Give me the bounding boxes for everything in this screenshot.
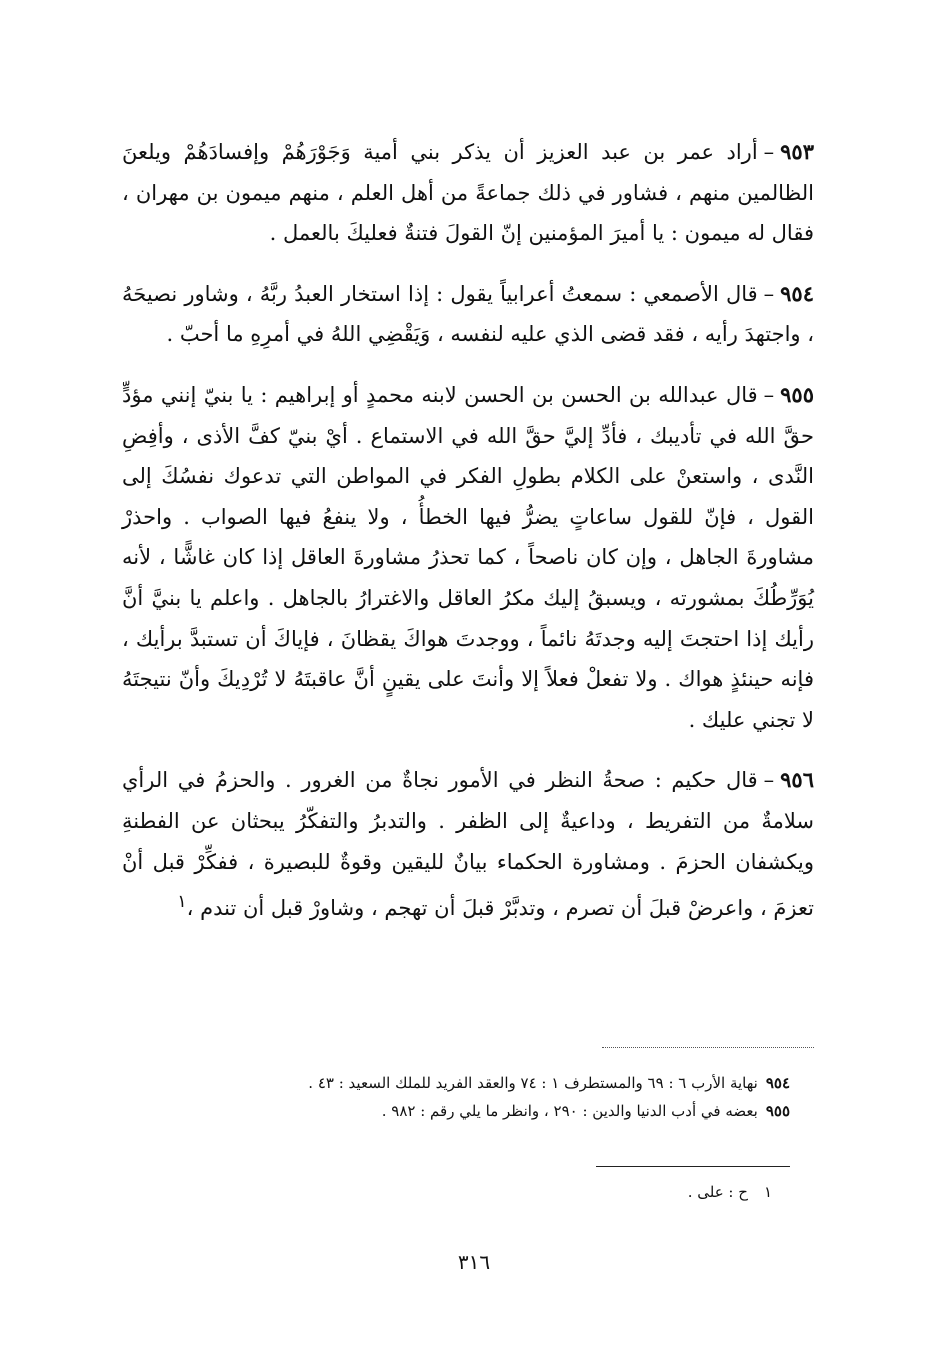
paragraph-955 <box>122 375 814 740</box>
paragraph-956 <box>122 760 814 928</box>
footnote-divider <box>596 1166 790 1167</box>
paragraph-dash: – <box>763 768 775 793</box>
source-note-text: بعضه في أدب الدنيا والدين : ٢٩٠ ، وانظر ما يلي رقم : ٩٨٢ . <box>381 1102 758 1120</box>
paragraph-953 <box>122 132 814 254</box>
paragraph-dash: – <box>763 382 775 407</box>
paragraph-text: قال عبدالله بن الحسن بن الحسن لابنه محمدٍ أو إبراهيم : يا بنيّ إنني مؤدٍّ حقَّ الله في تأديبك ، فأدِّ إليَّ حقَّ الله في الاستماع . أيْ بنيّ كفَّ الأذى ، وأفِضِ النَّدى ، واستعنْ على الكلام بطولِ الفكر في المواطن التي تدعوك نفسُكَ إلى القول ، فإنّ للقول ساعاتٍ يضرُّ فيها الخطأُ ، ولا ينفعُ فيها الصواب . واحذرْ مشاورةَ الجاهل ، وإن كان ناصحاً ، كما تحذرُ مشاورةَ العاقل إذا كان غاشًّا ، لأنه يُوَرِّطُكَ بمشورته ، ويسبقُ إليك مكرُ العاقل والاغترارُ بالجاهل . واعلم يا بنيَّ أنَّ رأيك إذا احتجتَ إليه وجدتَهُ نائماً ، ووجدتَ هواكَ يقظانَ ، فإياكَ أن تستبدَّ برأيك ، فإنه حينئذٍ هواك . ولا تفعلْ فعلاً إلا وأنتَ على يقينٍ أنَّ عاقبتَهُ لا تُرْدِيكَ وأنّ نتيجتَهُ لا تجني عليك . <box>122 382 814 732</box>
footnote-text: ح : على . <box>687 1183 748 1201</box>
source-note-number: ٩٥٤ <box>765 1074 790 1092</box>
footnote <box>688 1183 772 1201</box>
main-text <box>122 132 814 949</box>
paragraph-number: ٩٥٦ <box>780 767 814 793</box>
paragraph-text: قال الأصمعي : سمعتُ أعرابياً يقول : إذا استخار العبدُ ربَّهُ ، وشاور نصيحَهُ ، واجتهدَ رأيه ، فقد قضى الذي عليه لنفسه ، وَيَقْضِي اللهُ في أمرِهِ ما أحبّ . <box>122 281 814 347</box>
paragraph-text: قال حكيم : صحةُ النظر في الأمور نجاةٌ من الغرور . والحزمُ في الرأي سلامةٌ من التفريط ، وداعيةٌ إلى الظفر . والتدبرُ والتفكّرُ يبحثان عن الفطنةِ ويكشفان الحزمَ . ومشاورة الحكماء بيانٌ لليقين وقوةٌ للبصيرة ، ففكِّرْ قبل أنْ تعزمَ ، واعرضْ قبلَ أن تصرم ، وتدبَّرْ قبلَ أن تهجم ، وشاورْ قبل أن تندم ، <box>122 768 814 921</box>
source-notes <box>200 1070 790 1126</box>
source-note <box>200 1098 790 1124</box>
paragraph-number: ٩٥٣ <box>780 139 814 164</box>
paragraph-number: ٩٥٤ <box>780 280 814 306</box>
source-note <box>200 1070 790 1096</box>
footnote-marker: ١ <box>177 892 187 913</box>
page-number: ٣١٦ <box>457 1250 491 1274</box>
footnote-number: ١ <box>763 1183 772 1201</box>
paragraph-954 <box>122 274 814 355</box>
source-note-text: نهاية الأرب ٦ : ٦٩ والمستطرف ١ : ٧٤ والعقد الفريد للملك السعيد : ٤٣ . <box>308 1074 758 1092</box>
source-note-number: ٩٥٥ <box>765 1102 790 1120</box>
paragraph-number: ٩٥٥ <box>780 381 814 407</box>
paragraph-dash: – <box>763 281 775 306</box>
paragraph-dash: – <box>763 140 775 164</box>
notes-divider <box>602 1047 814 1048</box>
paragraph-text: أراد عمر بن عبد العزيز أن يذكر بني أمية وَجَوْرَهُمْ وإفسادَهُمْ ويلعنَ الظالمين منهم ، فشاور في ذلك جماعةً من أهل العلم ، منهم ميمون بن مهران ، فقال له ميمون : يا أميرَ المؤمنين إنّ القولَ فتنةٌ فعليكَ بالعمل . <box>122 140 814 246</box>
